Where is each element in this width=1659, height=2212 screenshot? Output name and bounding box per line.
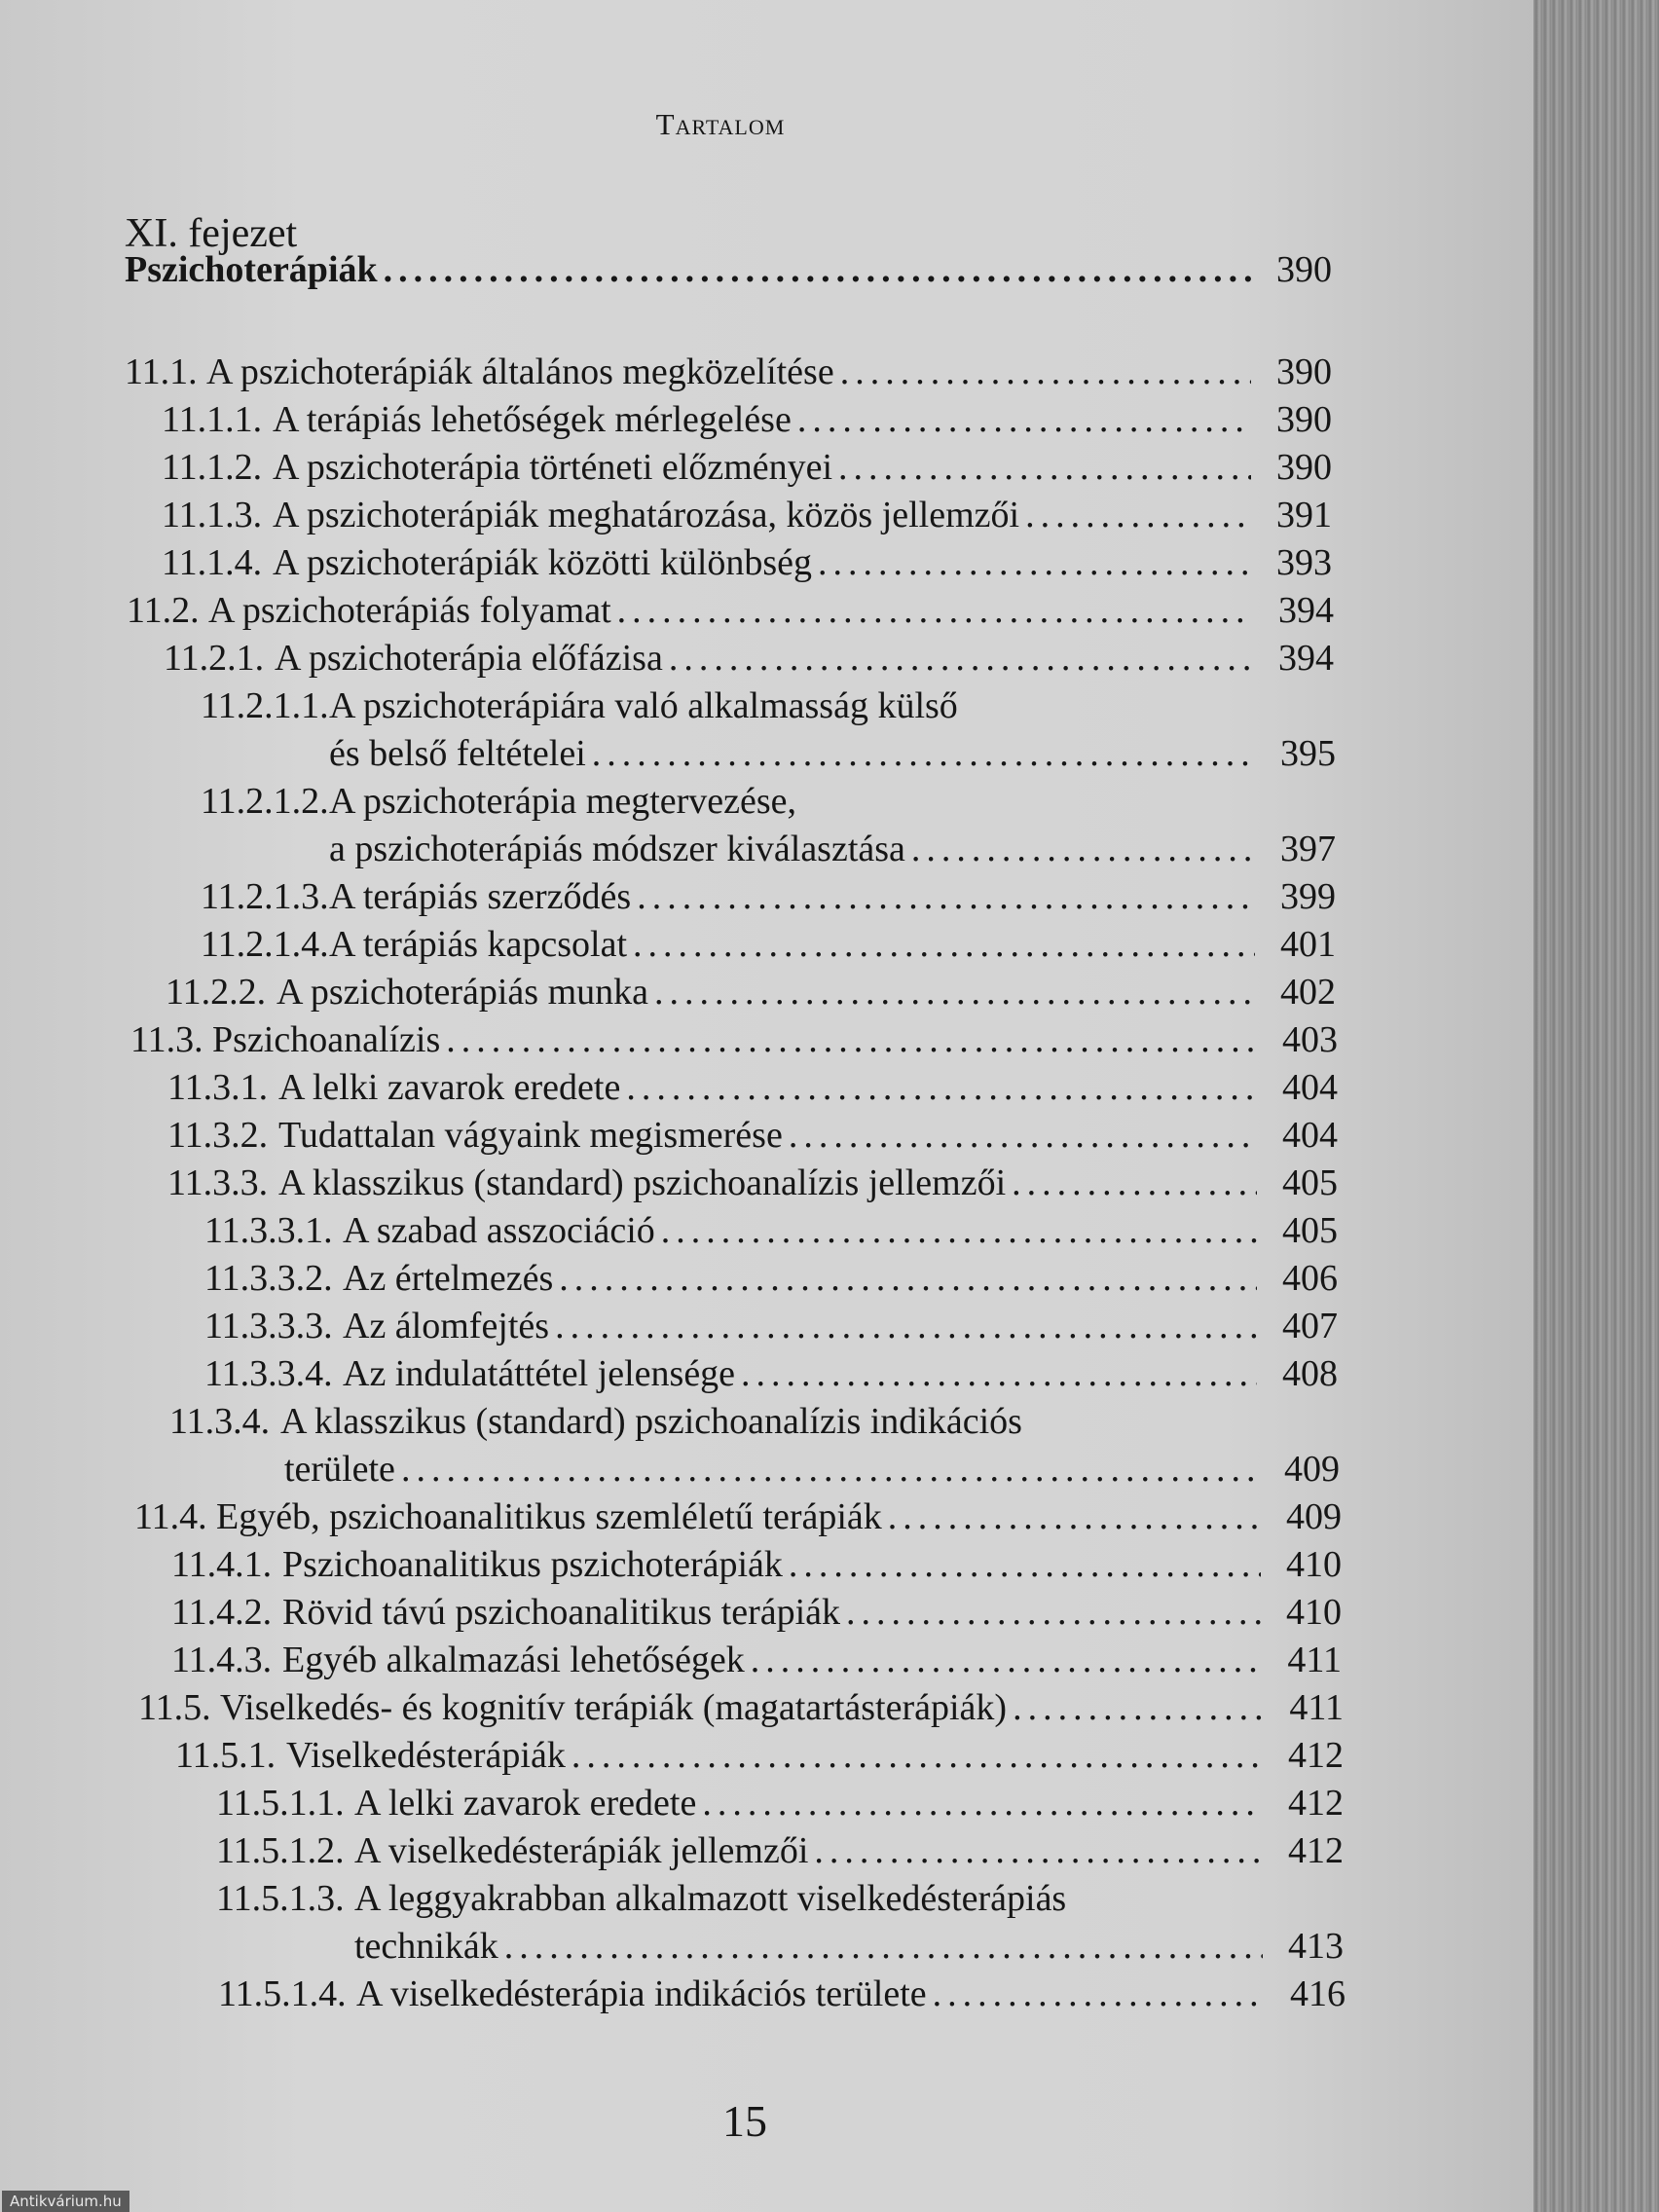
- entry-number: 11.5.: [138, 1687, 211, 1728]
- leader-dots: [789, 1542, 1261, 1587]
- leader-dots: [661, 1208, 1257, 1253]
- page-number: 15: [722, 2096, 767, 2146]
- leader-dots: [626, 1065, 1257, 1110]
- entry-title: Pszichoanalízis: [212, 1019, 441, 1060]
- entry-page: 393: [1276, 542, 1332, 583]
- leader-dots: [555, 1304, 1257, 1348]
- leader-dots: [571, 1733, 1263, 1778]
- leader-dots: [446, 1017, 1257, 1062]
- entry-title: Az értelmezés: [343, 1258, 554, 1299]
- toc-entry: [216, 1828, 1344, 1873]
- entry-title: A klasszikus (standard) pszichoanalízis indikációs: [280, 1401, 1022, 1442]
- entry-title: Tudattalan vágyaink megismerése: [278, 1115, 783, 1156]
- entry-number: 11.4.3.: [171, 1640, 273, 1680]
- entry-page: 409: [1286, 1496, 1342, 1537]
- entry-number: 11.2.2.: [166, 972, 267, 1013]
- entry-title: A pszichoterápiás munka: [276, 972, 649, 1013]
- entry-title: A pszichoterápia történeti előzményei: [273, 447, 833, 488]
- leader-dots: [1025, 493, 1251, 537]
- entry-title: A pszichoterápiák közötti különbség: [273, 542, 813, 583]
- entry-title: A pszichoterápiára való alkalmasság külső: [329, 685, 958, 726]
- entry-page: 412: [1288, 1735, 1344, 1776]
- toc-entry-continuation: [329, 827, 1336, 871]
- entry-page: 407: [1282, 1306, 1338, 1346]
- toc-entry: [201, 922, 1336, 967]
- toc-entry: [138, 1685, 1344, 1730]
- toc-entry: [171, 1542, 1342, 1587]
- toc-entry: [164, 636, 1334, 681]
- entry-number: 11.1.: [125, 351, 198, 392]
- entry-number: 11.4.1.: [171, 1544, 273, 1585]
- entry-page: 390: [1276, 447, 1332, 488]
- entry-page: 408: [1282, 1353, 1338, 1394]
- entry-number: 11.5.1.3.: [216, 1878, 345, 1919]
- leader-dots: [669, 636, 1253, 681]
- entry-page: 405: [1282, 1210, 1338, 1251]
- toc-entry-continuation: [284, 1447, 1340, 1492]
- entry-number: 11.3.3.4.: [204, 1353, 333, 1394]
- leader-dots: [911, 827, 1255, 871]
- entry-page: 390: [1276, 351, 1332, 392]
- entry-number: 11.4.: [134, 1496, 207, 1537]
- entry-page: 394: [1278, 638, 1334, 679]
- entry-title: Az álomfejtés: [343, 1306, 550, 1346]
- toc-entry-first-line: [169, 1399, 1340, 1444]
- toc-entry: [218, 1972, 1346, 2016]
- entry-title: Az indulatáttétel jelensége: [343, 1353, 736, 1394]
- entry-number: 11.1.4.: [162, 542, 263, 583]
- toc-entry: [130, 1017, 1338, 1062]
- entry-number: 11.3.3.2.: [204, 1258, 333, 1299]
- entry-title: Viselkedésterápiák: [286, 1735, 566, 1776]
- leader-dots: [741, 1351, 1257, 1396]
- chapter-label: XI. fejezet: [125, 211, 298, 256]
- entry-page: 401: [1280, 924, 1336, 965]
- toc-entry: [204, 1351, 1338, 1396]
- leader-dots: [654, 970, 1255, 1014]
- entry-page: 402: [1280, 972, 1336, 1013]
- entry-number: 11.3.3.3.: [204, 1306, 333, 1346]
- entry-number: 11.4.2.: [171, 1592, 273, 1633]
- toc-entry: [162, 445, 1332, 490]
- entry-title-continued: területe: [284, 1449, 395, 1490]
- entry-page: 397: [1280, 829, 1336, 869]
- entry-title-continued: technikák: [354, 1926, 498, 1967]
- entry-number: 11.2.: [127, 590, 200, 631]
- entry-title: A lelki zavarok eredete: [278, 1067, 621, 1108]
- entry-page: 403: [1282, 1019, 1338, 1060]
- toc-entry-first-line: [201, 683, 1336, 728]
- leader-dots: [617, 588, 1253, 633]
- entry-title: A viselkedésterápia indikációs területe: [356, 1973, 927, 2014]
- toc-entry: [162, 493, 1332, 537]
- leader-dots: [637, 874, 1255, 919]
- entry-page: 390: [1276, 399, 1332, 440]
- entry-page: 391: [1276, 495, 1332, 535]
- leader-dots: [504, 1924, 1263, 1969]
- entry-title: Pszichoanalitikus pszichoterápiák: [282, 1544, 783, 1585]
- entry-title: A terápiás kapcsolat: [329, 924, 628, 965]
- toc-entry: [167, 1161, 1338, 1205]
- entry-page: 416: [1290, 1973, 1346, 2014]
- toc-entry: [162, 397, 1332, 442]
- entry-number: 11.2.1.: [164, 638, 265, 679]
- entry-title-continued: a pszichoterápiás módszer kiválasztása: [329, 829, 905, 869]
- entry-page: 406: [1282, 1258, 1338, 1299]
- adjacent-page-edge: [1533, 0, 1659, 2212]
- entry-page: 411: [1289, 1687, 1344, 1728]
- entry-number: 11.5.1.1.: [216, 1783, 345, 1824]
- entry-page: 411: [1287, 1640, 1342, 1680]
- entry-page: 412: [1288, 1830, 1344, 1871]
- chapter-page: 390: [1276, 249, 1332, 290]
- leader-dots: [401, 1447, 1259, 1492]
- entry-page: 413: [1288, 1926, 1344, 1967]
- toc-entry: [127, 588, 1334, 633]
- entry-number: 11.3.3.: [167, 1162, 269, 1203]
- entry-number: 11.2.1.3.: [201, 876, 329, 917]
- leader-dots: [1013, 1685, 1264, 1730]
- leader-dots: [888, 1494, 1261, 1539]
- toc-entry: [167, 1113, 1338, 1158]
- leader-dots: [751, 1638, 1263, 1682]
- toc-entry: [204, 1304, 1338, 1348]
- leader-dots: [933, 1972, 1265, 2016]
- entry-title: Egyéb, pszichoanalitikus szemléletű terápiák: [216, 1496, 882, 1537]
- toc-entry: [204, 1208, 1338, 1253]
- watermark: Antikvárium.hu: [2, 2191, 129, 2212]
- toc-entry-first-line: [216, 1876, 1344, 1921]
- entry-number: 11.5.1.4.: [218, 1973, 347, 2014]
- toc-entry: [171, 1638, 1342, 1682]
- toc-entry: [162, 540, 1332, 585]
- entry-page: 409: [1284, 1449, 1340, 1490]
- entry-page: 395: [1280, 733, 1336, 774]
- entry-title: A szabad asszociáció: [343, 1210, 655, 1251]
- leader-dots: [702, 1781, 1263, 1825]
- entry-number: 11.5.1.2.: [216, 1830, 345, 1871]
- entry-number: 11.1.2.: [162, 447, 263, 488]
- leader-dots: [789, 1113, 1257, 1158]
- entry-page: 405: [1282, 1162, 1338, 1203]
- entry-number: 11.3.1.: [167, 1067, 269, 1108]
- leader-dots: [1012, 1161, 1257, 1205]
- entry-title: A pszichoterápiák meghatározása, közös jellemzői: [273, 495, 1020, 535]
- toc-entry-continuation: [354, 1924, 1344, 1969]
- entry-number: 11.5.1.: [175, 1735, 276, 1776]
- leader-dots: [838, 445, 1251, 490]
- entry-page: 399: [1280, 876, 1336, 917]
- entry-page: 404: [1282, 1067, 1338, 1108]
- leader-dots: [384, 247, 1251, 292]
- entry-page: 410: [1286, 1544, 1342, 1585]
- toc-entry-first-line: [201, 779, 1336, 824]
- entry-title: A leggyakrabban alkalmazott viselkedésterápiás: [354, 1878, 1067, 1919]
- entry-page: 394: [1278, 590, 1334, 631]
- entry-title: Egyéb alkalmazási lehetőségek: [282, 1640, 745, 1680]
- entry-title: A pszichoterápia megtervezése,: [329, 781, 797, 822]
- toc-entry-continuation: [329, 731, 1336, 776]
- leader-dots: [633, 922, 1255, 967]
- entry-number: 11.3.4.: [169, 1401, 271, 1442]
- entry-title: A lelki zavarok eredete: [354, 1783, 697, 1824]
- entry-title: A viselkedésterápiák jellemzői: [354, 1830, 809, 1871]
- entry-title: A pszichoterápiák általános megközelítése: [206, 351, 834, 392]
- running-header: Tartalom: [655, 107, 786, 141]
- entry-title: A terápiás lehetőségek mérlegelése: [273, 399, 792, 440]
- toc-entry: [134, 1494, 1342, 1539]
- entry-title: A terápiás szerződés: [329, 876, 632, 917]
- toc-entry: [216, 1781, 1344, 1825]
- entry-number: 11.3.2.: [167, 1115, 269, 1156]
- entry-number: 11.1.3.: [162, 495, 263, 535]
- leader-dots: [559, 1256, 1257, 1301]
- entry-page: 410: [1286, 1592, 1342, 1633]
- entry-number: 11.2.1.2.: [201, 781, 329, 822]
- entry-title: Viselkedés- és kognitív terápiák (magatartásterápiák): [220, 1687, 1008, 1728]
- toc-entry: [175, 1733, 1344, 1778]
- toc-entry: [125, 350, 1332, 394]
- entry-title: A klasszikus (standard) pszichoanalízis jellemzői: [278, 1162, 1007, 1203]
- leader-dots: [818, 540, 1251, 585]
- leader-dots: [840, 350, 1251, 394]
- toc-entry: [204, 1256, 1338, 1301]
- toc-entry: [171, 1590, 1342, 1635]
- chapter-title: Pszichoterápiák: [125, 249, 378, 290]
- leader-dots: [797, 397, 1251, 442]
- entry-title-continued: és belső feltételei: [329, 733, 586, 774]
- entry-number: 11.2.1.4.: [201, 924, 329, 965]
- toc-entry: [167, 1065, 1338, 1110]
- entry-number: 11.3.: [130, 1019, 203, 1060]
- entry-page: 412: [1288, 1783, 1344, 1824]
- entry-number: 11.3.3.1.: [204, 1210, 333, 1251]
- toc-entry: [201, 874, 1336, 919]
- entry-number: 11.2.1.1.: [201, 685, 329, 726]
- leader-dots: [814, 1828, 1263, 1873]
- leader-dots: [592, 731, 1255, 776]
- leader-dots: [846, 1590, 1261, 1635]
- chapter-title-row: [125, 247, 1332, 292]
- entry-title: A pszichoterápia előfázisa: [275, 638, 663, 679]
- entry-number: 11.1.1.: [162, 399, 263, 440]
- entry-title: A pszichoterápiás folyamat: [208, 590, 611, 631]
- entry-page: 404: [1282, 1115, 1338, 1156]
- entry-title: Rövid távú pszichoanalitikus terápiák: [282, 1592, 841, 1633]
- toc-entry: [166, 970, 1336, 1014]
